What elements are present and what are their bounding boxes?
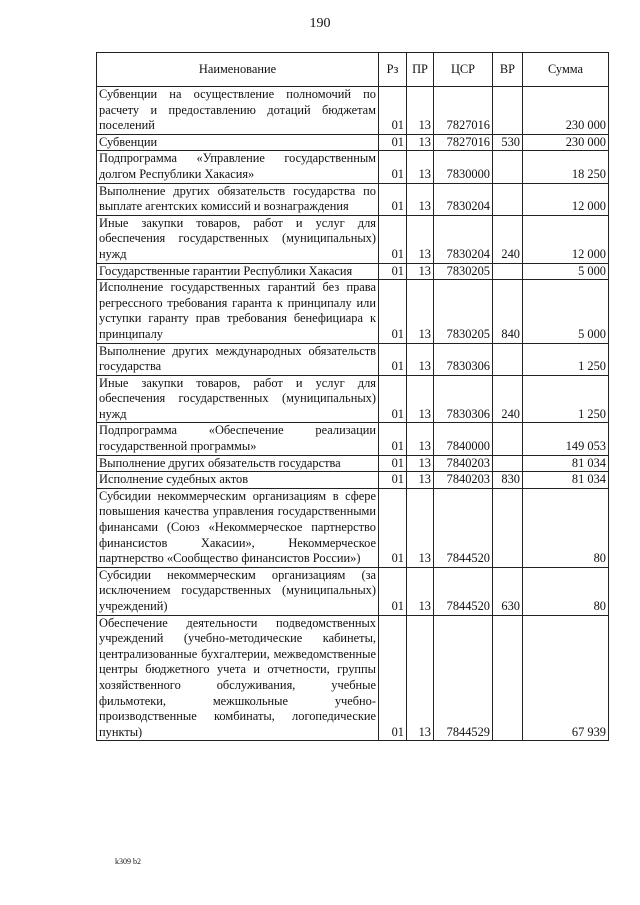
table-row: [97, 375, 609, 423]
table-row: [97, 343, 609, 375]
cell-rz: 01: [379, 472, 407, 489]
cell-name: Иные закупки товаров, работ и услуг для обеспечения государственных (муниципальных) нужд: [97, 375, 379, 423]
cell-csr: 7844520: [434, 488, 493, 567]
cell-csr: 7840203: [434, 455, 493, 472]
cell-pr: 13: [407, 567, 434, 615]
cell-vr: [493, 151, 523, 183]
cell-vr: [493, 455, 523, 472]
cell-name: Исполнение государственных гарантий без права регрессного требования гаранта к принципалу или уступки гаранту прав требования бенефициара к принципалу: [97, 280, 379, 343]
cell-vr: [493, 488, 523, 567]
cell-vr: 240: [493, 375, 523, 423]
cell-csr: 7840000: [434, 423, 493, 455]
cell-sum: 81 034: [523, 455, 609, 472]
cell-sum: 80: [523, 488, 609, 567]
cell-sum: 12 000: [523, 215, 609, 263]
cell-pr: 13: [407, 151, 434, 183]
cell-vr: 240: [493, 215, 523, 263]
cell-pr: 13: [407, 615, 434, 741]
page-number: 190: [309, 16, 331, 31]
cell-name: Субсидии некоммерческим организациям в сфере повышения качества управления государственными финансами (Союз «Некоммерческое партнерство финансистов Хакасии», Некоммерческое партнерство «Сообщество финансистов России»): [97, 488, 379, 567]
cell-sum: 230 000: [523, 134, 609, 151]
cell-pr: 13: [407, 455, 434, 472]
cell-sum: 149 053: [523, 423, 609, 455]
cell-vr: 830: [493, 472, 523, 489]
cell-vr: 630: [493, 567, 523, 615]
cell-rz: 01: [379, 263, 407, 280]
cell-sum: 5 000: [523, 263, 609, 280]
table-row: [97, 280, 609, 343]
table-row: [97, 215, 609, 263]
cell-rz: 01: [379, 615, 407, 741]
cell-csr: 7827016: [434, 134, 493, 151]
table-row: [97, 472, 609, 489]
cell-csr: 7827016: [434, 87, 493, 135]
header-vr: ВР: [493, 53, 523, 87]
cell-name: Подпрограмма «Управление государственным долгом Республики Хакасия»: [97, 151, 379, 183]
cell-csr: 7830205: [434, 280, 493, 343]
cell-name: Иные закупки товаров, работ и услуг для обеспечения государственных (муниципальных) нужд: [97, 215, 379, 263]
cell-rz: 01: [379, 423, 407, 455]
cell-vr: [493, 423, 523, 455]
table-row: [97, 423, 609, 455]
cell-csr: 7830205: [434, 263, 493, 280]
footer-code: k309 b2: [115, 857, 141, 866]
cell-rz: 01: [379, 488, 407, 567]
header-sum: Сумма: [523, 53, 609, 87]
cell-csr: 7830204: [434, 183, 493, 215]
cell-name: Выполнение других международных обязательств государства: [97, 343, 379, 375]
cell-sum: 80: [523, 567, 609, 615]
header-name: Наименование: [97, 53, 379, 87]
cell-csr: 7840203: [434, 472, 493, 489]
cell-csr: 7830306: [434, 343, 493, 375]
cell-vr: [493, 263, 523, 280]
cell-pr: 13: [407, 87, 434, 135]
cell-vr: 840: [493, 280, 523, 343]
table-row: [97, 263, 609, 280]
table-row: [97, 455, 609, 472]
cell-csr: 7830204: [434, 215, 493, 263]
table-row: [97, 183, 609, 215]
cell-rz: 01: [379, 87, 407, 135]
cell-pr: 13: [407, 488, 434, 567]
cell-sum: 1 250: [523, 343, 609, 375]
cell-rz: 01: [379, 455, 407, 472]
cell-sum: 5 000: [523, 280, 609, 343]
cell-pr: 13: [407, 183, 434, 215]
table-row: [97, 567, 609, 615]
cell-rz: 01: [379, 134, 407, 151]
table-row: [97, 134, 609, 151]
cell-sum: 81 034: [523, 472, 609, 489]
cell-pr: 13: [407, 472, 434, 489]
cell-sum: 1 250: [523, 375, 609, 423]
cell-rz: 01: [379, 343, 407, 375]
cell-name: Государственные гарантии Республики Хакасия: [97, 263, 379, 280]
table-row: [97, 488, 609, 567]
cell-name: Обеспечение деятельности подведомственных учреждений (учебно-методические кабинеты, централизованные бухгалтерии, межведомственные центры бюджетного учета и отчетности, группы хозяйственного обслуживания, учебные фильмотеки, межшкольные учебно-производственные комбинаты, логопедические пункты): [97, 615, 379, 741]
cell-pr: 13: [407, 280, 434, 343]
cell-pr: 13: [407, 215, 434, 263]
cell-sum: 230 000: [523, 87, 609, 135]
table-row: [97, 615, 609, 741]
cell-pr: 13: [407, 375, 434, 423]
cell-pr: 13: [407, 343, 434, 375]
cell-rz: 01: [379, 375, 407, 423]
cell-vr: [493, 87, 523, 135]
cell-vr: [493, 183, 523, 215]
table-header-row: [97, 53, 609, 87]
header-rz: Рз: [379, 53, 407, 87]
cell-name: Выполнение других обязательств государства по выплате агентских комиссий и вознаграждения: [97, 183, 379, 215]
cell-pr: 13: [407, 263, 434, 280]
cell-vr: [493, 343, 523, 375]
cell-rz: 01: [379, 280, 407, 343]
table-body: [97, 87, 609, 741]
cell-name: Субсидии некоммерческим организациям (за исключением государственных (муниципальных) учреждений): [97, 567, 379, 615]
cell-rz: 01: [379, 151, 407, 183]
cell-rz: 01: [379, 183, 407, 215]
cell-csr: 7844520: [434, 567, 493, 615]
cell-rz: 01: [379, 215, 407, 263]
cell-csr: 7830000: [434, 151, 493, 183]
table-row: [97, 87, 609, 135]
cell-name: Субвенции на осуществление полномочий по расчету и предоставлению дотаций бюджетам поселений: [97, 87, 379, 135]
cell-sum: 67 939: [523, 615, 609, 741]
cell-name: Подпрограмма «Обеспечение реализации государственной программы»: [97, 423, 379, 455]
cell-csr: 7830306: [434, 375, 493, 423]
cell-csr: 7844529: [434, 615, 493, 741]
cell-vr: 530: [493, 134, 523, 151]
header-csr: ЦСР: [434, 53, 493, 87]
budget-table: [96, 52, 609, 741]
cell-rz: 01: [379, 567, 407, 615]
cell-pr: 13: [407, 423, 434, 455]
header-pr: ПР: [407, 53, 434, 87]
cell-name: Исполнение судебных актов: [97, 472, 379, 489]
cell-name: Выполнение других обязательств государства: [97, 455, 379, 472]
cell-vr: [493, 615, 523, 741]
cell-sum: 18 250: [523, 151, 609, 183]
cell-sum: 12 000: [523, 183, 609, 215]
table-row: [97, 151, 609, 183]
cell-name: Субвенции: [97, 134, 379, 151]
cell-pr: 13: [407, 134, 434, 151]
